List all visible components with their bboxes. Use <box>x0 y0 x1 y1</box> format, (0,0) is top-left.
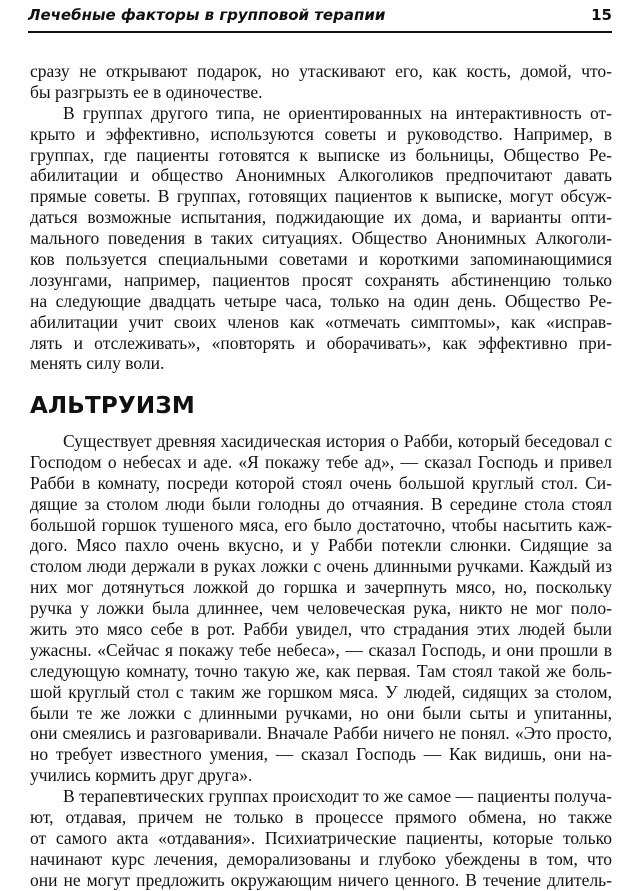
section-heading: АЛЬТРУИЗМ <box>30 393 195 419</box>
text-line: столом люди держали в руках ложки с очень длинными ручками. Каждый из <box>30 556 612 577</box>
running-header <box>28 0 612 30</box>
text-line: В группах другого типа, не ориентированных на интерактивность от- <box>63 102 612 123</box>
text-line: учились кормить друг друга». <box>30 765 253 786</box>
body-text-altruism <box>30 431 612 891</box>
text-line: прямые советы. В группах, готовящих пациентов к выписке, могут обсуж- <box>30 186 612 207</box>
text-line: них мог дотянуться ложкой до горшка и зачерпнуть мясо, но, поскольку <box>30 577 612 598</box>
header-rule <box>28 31 612 33</box>
text-line: мального поведения в таких ситуациях. Общество Анонимных Алкоголи- <box>30 228 612 249</box>
text-line: шой круглый стол с таким же горшком мяса. У людей, сидящих за столом, <box>30 681 612 702</box>
text-line: абилитации учит своих членов как «отмечать симптомы», как «исправ- <box>30 311 612 332</box>
text-line: группах, где пациенты готовятся к выписке из больницы, Общество Ре- <box>30 144 612 165</box>
text-line: Существует древняя хасидическая история о Рабби, который беседовал с <box>63 431 612 451</box>
running-header-title: Лечебные факторы в групповой терапии <box>28 6 386 24</box>
text-line: лозунгами, например, пациентов просят сохранять абстиненцию только <box>30 269 612 290</box>
text-line: ручка у ложки была длиннее, чем человеческая рука, никто не мог поло- <box>30 598 612 619</box>
text-line: начинают курс лечения, деморализованы и глубоко убеждены в том, что <box>30 848 612 869</box>
text-line: но требует известного умения, — сказал Господь — Как видишь, они на- <box>30 744 612 765</box>
text-line: даться возможные испытания, поджидающие их дома, и варианты опти- <box>30 207 612 228</box>
text-line: дящие за столом люди были голодны до отчаяния. В середине стола стоял <box>30 493 612 514</box>
text-line: бы разгрызть ее в одиночестве. <box>30 81 263 102</box>
text-line: ужасны. «Сейчас я покажу тебе небеса», — сказал Господь, и они прошли в <box>30 639 612 660</box>
text-line: жить это мясо себе в рот. Рабби увидел, что страдания этих людей были <box>30 619 612 640</box>
text-line: ют, отдавая, причем не только в процессе прямого обмена, но также <box>30 807 612 828</box>
body-text-top <box>30 61 612 374</box>
page-number: 15 <box>591 6 612 24</box>
text-line: от самого акта «отдавания». Психиатрические пациенты, которые только <box>30 827 612 848</box>
text-line: были те же ложки с длинными ручками, но они были сыты и упитанны, <box>30 702 612 723</box>
text-line: абилитации и общество Анонимных Алкоголиков предпочитают давать <box>30 165 612 186</box>
text-line: менять силу воли. <box>30 353 165 374</box>
text-line: ков пользуется специальными советами и короткими запоминающимися <box>30 249 612 270</box>
text-line: следующую комнату, точно такую же, как первая. Там стоял такой же боль- <box>30 660 612 681</box>
text-line: дого. Мясо пахло очень вкусно, и у Рабби потекли слюнки. Сидящие за <box>30 535 612 556</box>
text-line: сразу не открывают подарок, но утаскивают его, как кость, домой, что- <box>30 61 612 81</box>
text-line: они смеялись и разговаривали. Вначале Рабби ничего не понял. «Это просто, <box>30 723 612 744</box>
text-line: лять и отслеживать», «повторять и оборачивать», как эффективно при- <box>30 332 612 353</box>
text-line: большой горшок тушеного мяса, его было достаточно, чтобы насытить каж- <box>30 514 612 535</box>
text-line: на следующие двадцать четыре часа, только на один день. Общество Ре- <box>30 290 612 311</box>
text-line: они не могут предложить окружающим ничего ценного. В течение длитель- <box>30 869 612 890</box>
text-line: Господом о небесах и аде. «Я покажу тебе ад», — сказал Господь и привел <box>30 451 612 472</box>
text-line: В терапевтических группах происходит то же самое — пациенты получа- <box>63 786 612 807</box>
text-line: Рабби в комнату, посреди которой стоял очень большой круглый стол. Си- <box>30 472 612 493</box>
text-line: крыто и эффективно, используются советы и руководство. Например, в <box>30 123 612 144</box>
